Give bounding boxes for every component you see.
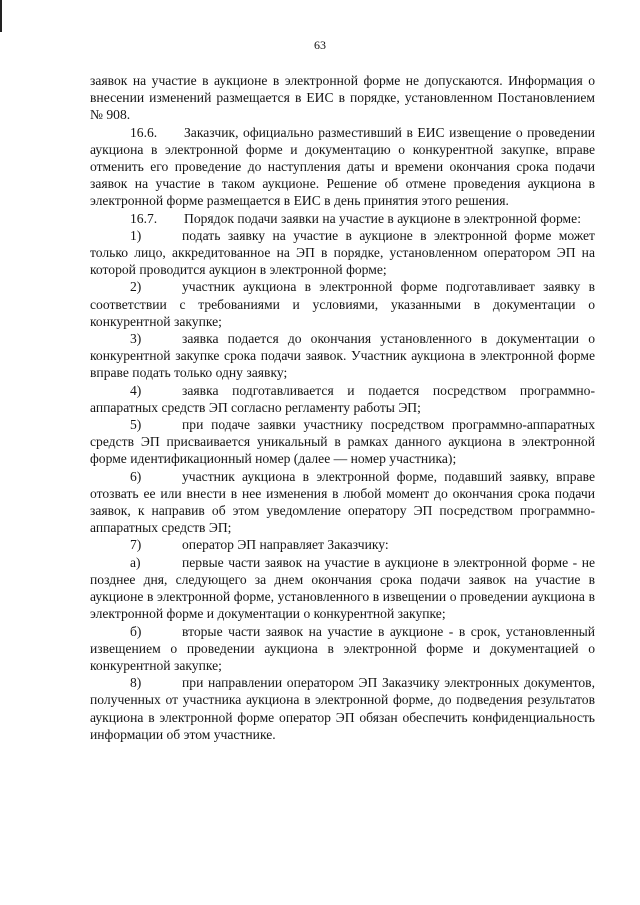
clause-label: 16.6. xyxy=(130,124,158,140)
list-item-label: 3) xyxy=(130,331,142,347)
clause-text: Заказчик, официально разместивший в ЕИС извещение о проведении аукциона в электронной форме и документацию о конкурентной закупке, вправе отменить его проведение до наступления даты и времени окончания срока подачи заявок на участие в таком аукционе. Решение об отмене проведения аукциона в электронной форме размещается в ЕИС в день принятия этого решения. xyxy=(90,124,595,209)
list-item-label: 8) xyxy=(130,675,142,691)
sub-item-b xyxy=(90,623,595,675)
list-item-text: участник аукциона в электронной форме подготавливает заявку в соответствии с требованиями и условиями, указанными в документации о конкурентной закупке; xyxy=(90,279,595,329)
list-item-label: 6) xyxy=(130,468,142,484)
list-item-label: 7) xyxy=(130,537,142,553)
list-item-3 xyxy=(90,330,595,382)
list-item-2 xyxy=(90,278,595,330)
clause-text: Порядок подачи заявки на участие в аукционе в электронной форме: xyxy=(184,210,581,226)
list-item-label: 1) xyxy=(130,227,142,243)
list-item-text: при направлении оператором ЭП Заказчику электронных документов, полученных от участника аукциона в электронной форме, до подведения результатов аукциона в электронной форме оператор ЭП обязан обеспечить конфиденциальность информации об этом участнике. xyxy=(90,675,595,742)
sub-item-text: вторые части заявок на участие в аукционе - в срок, установленный извещением о проведении аукциона в электронной форме и документацией о конкурентной закупке; xyxy=(90,623,595,673)
list-item-label: 5) xyxy=(130,417,142,433)
list-item-7 xyxy=(90,536,595,553)
clause-16-6 xyxy=(90,124,595,210)
list-item-5 xyxy=(90,416,595,468)
sub-item-label: а) xyxy=(130,554,141,570)
page-number: 63 xyxy=(314,38,326,52)
scan-edge-mark xyxy=(0,0,2,32)
list-item-text: заявка подготавливается и подается посредством программно-аппаратных средств ЭП согласно регламенту работы ЭП; xyxy=(90,382,595,415)
list-item-text: участник аукциона в электронной форме, подавший заявку, вправе отозвать ее или внести в нее изменения в любой момент до окончания срока подачи заявок, к направив об этом уведомление оператору ЭП посредством программно-аппаратных средств ЭП; xyxy=(90,468,595,536)
sub-item-label: б) xyxy=(130,623,142,639)
list-item-4 xyxy=(90,382,595,416)
list-item-6 xyxy=(90,468,595,537)
sub-item-text: первые части заявок на участие в аукционе в электронной форме - не позднее дня, следующего за днем окончания срока подачи заявок на участие в аукционе в электронной форме, установленного в извещении о проведении аукциона в электронной форме и документации о конкурентной закупке; xyxy=(90,554,595,622)
clause-label: 16.7. xyxy=(130,210,158,226)
list-item-label: 2) xyxy=(130,279,142,295)
list-item-1 xyxy=(90,227,595,279)
sub-item-a xyxy=(90,554,595,623)
list-item-text: подать заявку на участие в аукционе в электронной форме может только лицо, аккредитованное на ЭП в порядке, установленном оператором ЭП на которой проводится аукцион в электронной форме; xyxy=(90,227,595,278)
list-item-text: оператор ЭП направляет Заказчику: xyxy=(182,537,389,553)
document-body xyxy=(90,72,595,743)
paragraph-continuation: заявок на участие в аукционе в электронной форме не допускаются. Информация о внесении изменений размещается в ЕИС в порядке, установленном Постановлением № 908. xyxy=(90,73,595,123)
clause-16-7 xyxy=(90,210,595,227)
list-item-label: 4) xyxy=(130,382,142,398)
list-item-8 xyxy=(90,674,595,743)
list-item-text: при подаче заявки участнику посредством программно-аппаратных средств ЭП присваивается уникальный в рамках данного аукциона в электронной форме идентификационный номер (далее — номер участника); xyxy=(90,417,595,467)
list-item-text: заявка подается до окончания установленного в документации о конкурентной закупке срока подачи заявок. Участник аукциона в электронной форме вправе подать только одну заявку; xyxy=(90,331,595,381)
